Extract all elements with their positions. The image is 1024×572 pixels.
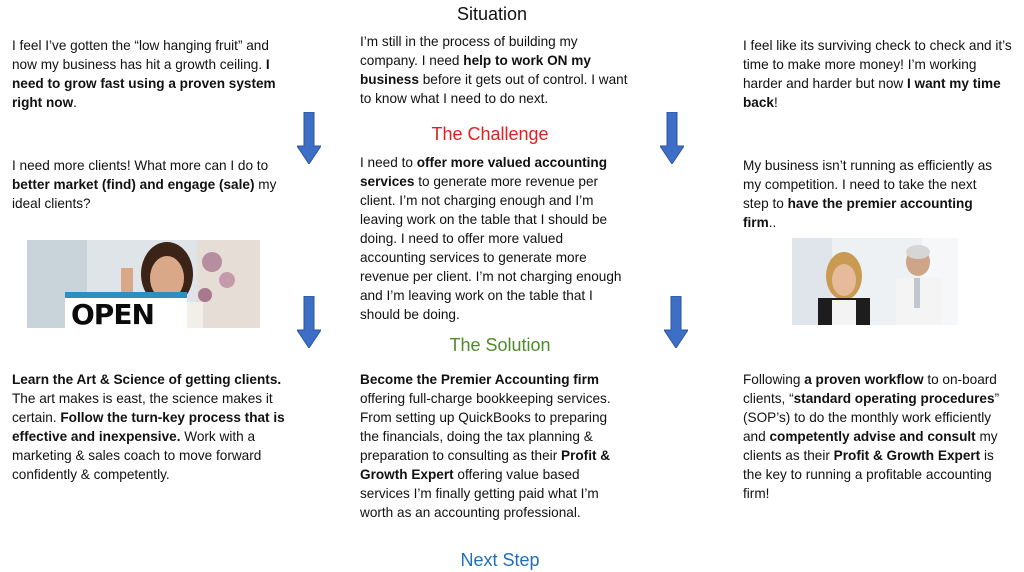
heading-solution: The Solution — [449, 335, 551, 355]
heading-next-step[interactable]: Next Step — [460, 550, 540, 570]
open-sign-photo — [27, 240, 260, 328]
middle-challenge-text: I need to offer more valued accounting services to generate more revenue per client. I’m not charging enough and I’m leaving work on the table that I should be doing. I need to offer more valued accounting services to generate more revenue per client. I’m not charging enough and I’m leaving work on the table that I should be doing. — [360, 155, 622, 322]
right-solution-text: Following a proven workflow to on-board clients, “standard operating procedures” (SOP’s) to do the monthly work efficiently and competently advise and consult my clients as their Profit & Growth Expert is the key to running a profitable accounting firm! — [743, 372, 1000, 501]
heading-situation: Situation — [456, 4, 528, 24]
arrow-down-icon-right-2 — [664, 296, 688, 348]
left-solution-text: Learn the Art & Science of getting clients. The art makes is east, the science makes it certain. Follow the turn-key process that is effective and inexpensive. Work with a marketing & sales coach to move forward confidently & competently. — [12, 372, 285, 482]
right-challenge-text: My business isn’t running as efficiently as my competition. I need to take the next step to have the premier accounting firm.. — [743, 158, 993, 230]
left-challenge-text: I need more clients! What more can I do to better market (find) and engage (sale) my ideal clients? — [12, 158, 277, 211]
open-sign — [65, 292, 187, 328]
right-situation-text: I feel like its surviving check to check and it’s time to make more money! I’m working harder and harder but now I want my time back! — [743, 38, 1012, 110]
arrow-down-icon-right-1 — [660, 112, 684, 164]
middle-solution-text: Become the Premier Accounting firm offering full-charge bookkeeping services. From setting up QuickBooks to preparing the financials, doing the tax planning & preparation to consulting as their Profit & Growth Expert offering value based services I’m finally getting paid what I’m worth as an accounting professional. — [360, 372, 611, 520]
office-workers-photo — [792, 238, 958, 325]
arrow-down-icon-left-1 — [297, 112, 321, 164]
arrow-down-icon-left-2 — [297, 296, 321, 348]
middle-situation-text: I’m still in the process of building my company. I need help to work ON my business before it gets out of control. I want to know what I need to do next. — [360, 34, 628, 106]
heading-challenge: The Challenge — [431, 124, 549, 144]
open-sign-text: OPEN — [71, 298, 154, 328]
left-situation-text: I feel I’ve gotten the “low hanging fruit” and now my business has hit a growth ceiling. I need to grow fast using a proven system right now. — [12, 38, 276, 110]
office-photo-illustration — [792, 238, 958, 325]
